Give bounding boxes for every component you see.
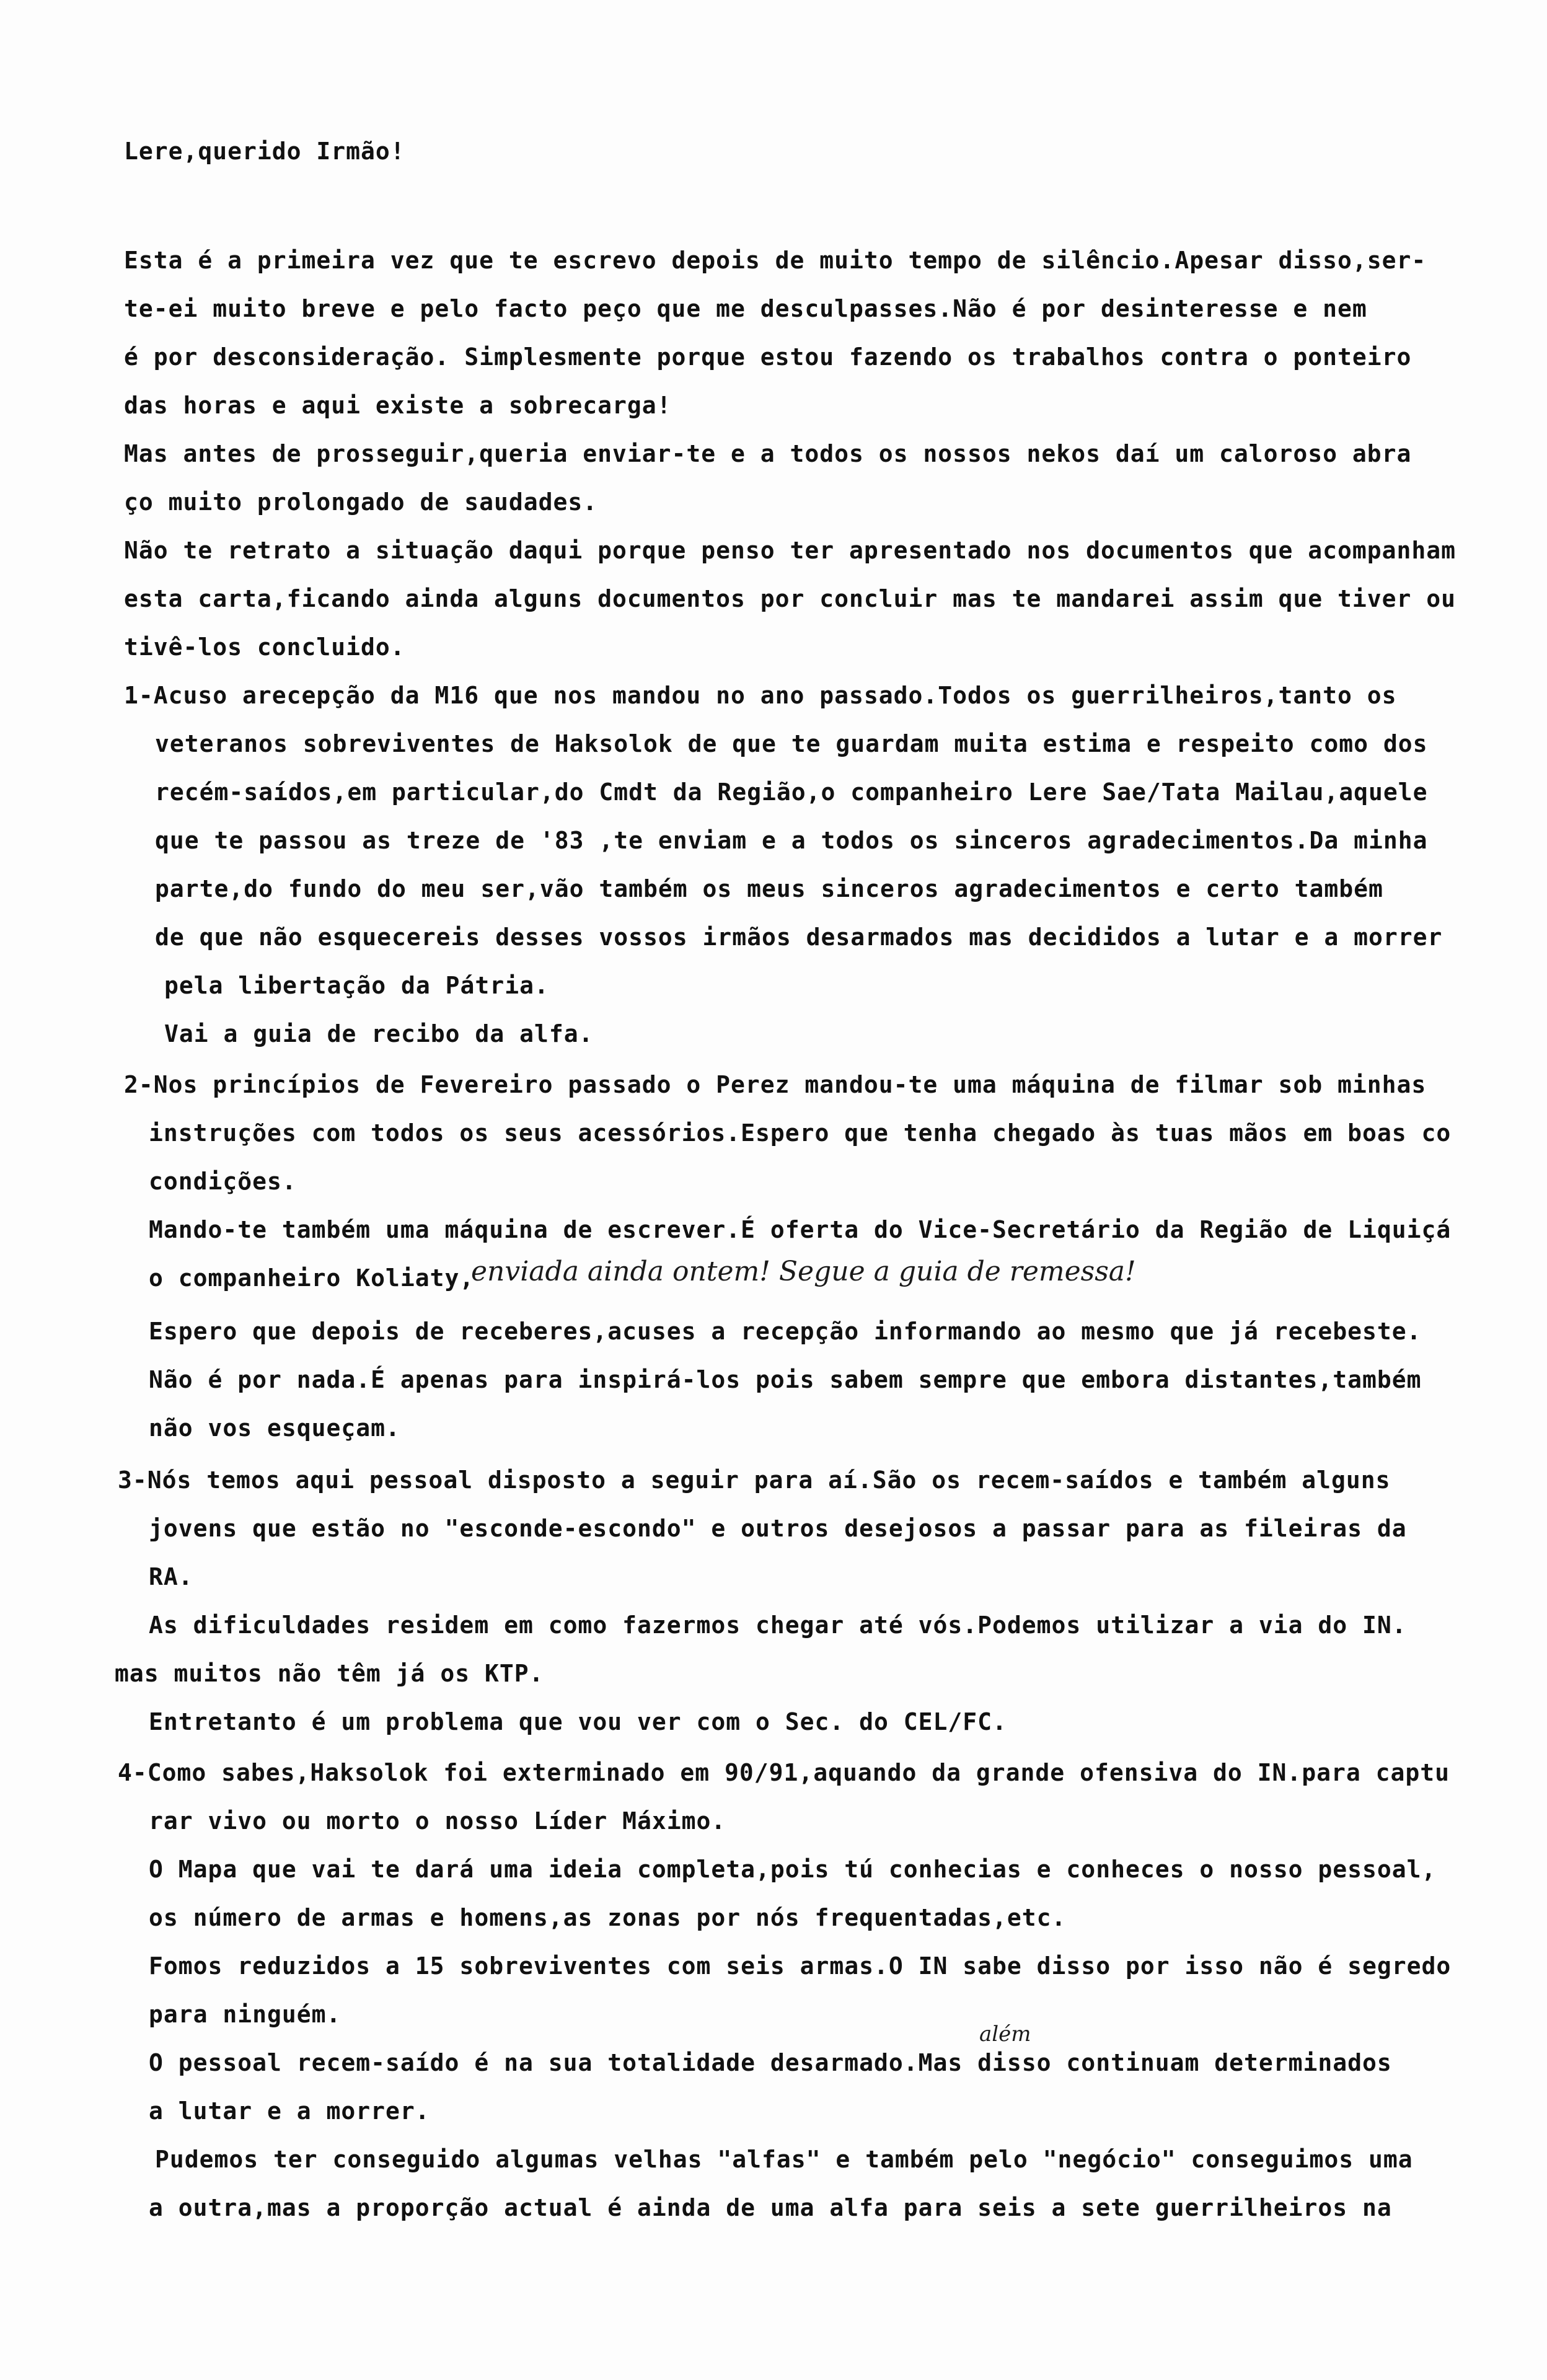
- letter-line-26: 3-Nós temos aqui pessoal disposto a seguir para aí.São os recem-saídos e também alguns: [118, 1466, 1391, 1494]
- letter-line-16: pela libertação da Pátria.: [164, 972, 549, 999]
- letter-line-19: instruções com todos os seus acessórios.Espero que tenha chegado às tuas mãos em boas co: [149, 1119, 1452, 1147]
- letter-line-33: rar vivo ou morto o nosso Líder Máximo.: [149, 1807, 726, 1835]
- letter-line-5: Mas antes de prosseguir,queria enviar-te e a todos os nossos nekos daí um caloroso abra: [124, 440, 1412, 467]
- letter-line-23: Espero que depois de receberes,acuses a recepção informando ao mesmo que já recebeste.: [149, 1318, 1422, 1345]
- letter-line-39: a lutar e a morrer.: [149, 2097, 430, 2125]
- letter-line-1: Esta é a primeira vez que te escrevo depois de muito tempo de silêncio.Apesar disso,ser-: [124, 247, 1427, 274]
- letter-line-20: condições.: [149, 1168, 297, 1195]
- letter-line-17: Vai a guia de recibo da alfa.: [164, 1020, 594, 1047]
- letter-line-22: o companheiro Koliaty,: [149, 1264, 475, 1292]
- letter-line-28: RA.: [149, 1563, 193, 1590]
- letter-line-41: a outra,mas a proporção actual é ainda de uma alfa para seis a sete guerrilheiros na: [149, 2194, 1392, 2221]
- letter-line-24: Não é por nada.É apenas para inspirá-los pois sabem sempre que embora distantes,também: [149, 1366, 1422, 1393]
- letter-line-3: é por desconsideração. Simplesmente porque estou fazendo os trabalhos contra o ponteiro: [124, 343, 1412, 371]
- letter-salutation: Lere,querido Irmão!: [124, 138, 405, 165]
- letter-line-25: não vos esqueçam.: [149, 1414, 400, 1442]
- letter-line-31: Entretanto é um problema que vou ver com o Sec. do CEL/FC.: [149, 1708, 1007, 1735]
- letter-line-13: que te passou as treze de '83 ,te enviam e a todos os sinceros agradecimentos.Da minha: [155, 827, 1428, 854]
- letter-line-6: ço muito prolongado de saudades.: [124, 488, 598, 516]
- letter-line-32: 4-Como sabes,Haksolok foi exterminado em 90/91,aquando da grande ofensiva do IN.para captu: [118, 1759, 1450, 1786]
- letter-line-9: tivê-los concluido.: [124, 633, 405, 661]
- letter-line-38: O pessoal recem-saído é na sua totalidade desarmado.Mas disso continuam determinados: [149, 2049, 1392, 2076]
- letter-line-35: os número de armas e homens,as zonas por nós frequentadas,etc.: [149, 1904, 1067, 1931]
- handwritten-note: enviada ainda ontem! Segue a guia de remessa!: [471, 1256, 1136, 1287]
- letter-line-36: Fomos reduzidos a 15 sobreviventes com seis armas.O IN sabe disso por isso não é segredo: [149, 1952, 1452, 1980]
- letter-line-40: Pudemos ter conseguido algumas velhas "alfas" e também pelo "negócio" conseguimos uma: [155, 2146, 1413, 2173]
- letter-line-12: recém-saídos,em particular,do Cmdt da Região,o companheiro Lere Sae/Tata Mailau,aquele: [155, 778, 1428, 806]
- letter-line-21: Mando-te também uma máquina de escrever.É oferta do Vice-Secretário da Região de Liquiçá: [149, 1216, 1452, 1243]
- letter-line-11: veteranos sobreviventes de Haksolok de que te guardam muita estima e respeito como dos: [155, 730, 1428, 757]
- letter-line-8: esta carta,ficando ainda alguns documentos por concluir mas te mandarei assim que tiver ou: [124, 585, 1457, 612]
- letter-line-27: jovens que estão no "esconde-escondo" e outros desejosos a passar para as fileiras da: [149, 1515, 1407, 1542]
- letter-line-7: Não te retrato a situação daqui porque penso ter apresentado nos documentos que acompanham: [124, 537, 1457, 564]
- letter-line-29: As dificuldades residem em como fazermos chegar até vós.Podemos utilizar a via do IN.: [149, 1611, 1407, 1639]
- letter-line-10: 1-Acuso arecepção da M16 que nos mandou no ano passado.Todos os guerrilheiros,tanto os: [124, 682, 1397, 709]
- letter-line-18: 2-Nos princípios de Fevereiro passado o Perez mandou-te uma máquina de filmar sob minhas: [124, 1071, 1427, 1098]
- letter-line-14: parte,do fundo do meu ser,vão também os meus sinceros agradecimentos e certo também: [155, 875, 1383, 902]
- letter-line-4: das horas e aqui existe a sobrecarga!: [124, 392, 672, 419]
- letter-line-34: O Mapa que vai te dará uma ideia completa,pois tú conhecias e conheces o nosso pessoal,: [149, 1856, 1437, 1883]
- letter-line-30: mas muitos não têm já os KTP.: [115, 1660, 544, 1687]
- letter-line-15: de que não esquecereis desses vossos irmãos desarmados mas decididos a lutar e a morrer: [155, 923, 1443, 951]
- handwritten-insertion: além: [979, 2022, 1031, 2047]
- letter-line-2: te-ei muito breve e pelo facto peço que me desculpasses.Não é por desinteresse e nem: [124, 295, 1367, 322]
- letter-line-37: para ninguém.: [149, 2001, 342, 2028]
